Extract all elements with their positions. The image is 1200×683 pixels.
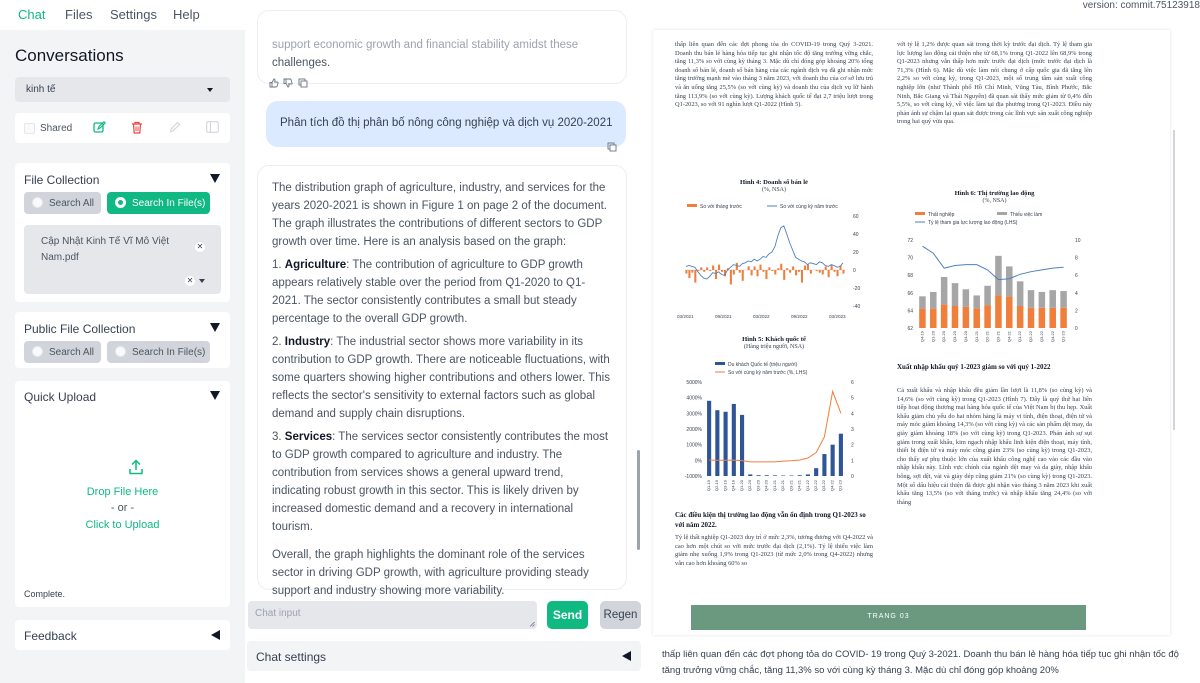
- x-tick-label: Q1-23: [837, 480, 843, 492]
- bar-underemployment: [1028, 290, 1035, 308]
- y-tick-label: -40: [853, 304, 861, 310]
- y-tick-label: 4000%: [686, 395, 702, 402]
- legend-swatch: [715, 362, 725, 365]
- bar-unemployment: [1006, 296, 1013, 328]
- y2-tick-label: 3: [851, 427, 854, 433]
- x-tick-label: Q1-20: [930, 331, 936, 343]
- shared-label: Shared: [40, 123, 73, 134]
- x-tick-label: 09/2022: [791, 314, 808, 319]
- bar-unemployment: [919, 309, 926, 328]
- x-tick-label: Q4-22: [1049, 331, 1055, 343]
- bar: [828, 270, 830, 277]
- bar: [712, 266, 714, 271]
- tab-settings[interactable]: Settings: [110, 7, 157, 22]
- bar-underemployment: [941, 277, 948, 304]
- legend-swatch: [997, 212, 1007, 215]
- bar: [777, 268, 779, 270]
- quick-upload-title: Quick Upload: [24, 390, 97, 404]
- x-tick-label: Q2-20: [747, 480, 753, 492]
- x-tick-label: Q2-22: [813, 480, 818, 492]
- x-tick-label: Q1-21: [973, 331, 979, 343]
- collapse-triangle-icon[interactable]: [210, 174, 220, 183]
- bar: [810, 270, 812, 274]
- bar-underemployment: [984, 286, 991, 305]
- bar: [837, 270, 839, 276]
- bar: [703, 270, 705, 272]
- bar: [822, 454, 826, 476]
- bar: [718, 265, 720, 270]
- bar: [842, 270, 844, 274]
- answer-point-industry: [272, 333, 610, 423]
- radio-icon: [32, 197, 43, 208]
- x-tick-label: Q3-20: [755, 480, 761, 492]
- search-in-files-radio[interactable]: [107, 192, 210, 214]
- public-file-collection-panel: [15, 312, 230, 368]
- selected-file-chip: [29, 230, 213, 268]
- y-tick-label: 60: [853, 214, 859, 220]
- x-tick-label: Q1-19: [705, 480, 711, 492]
- legend-label: So với cùng kỳ năm trước (%, LHS): [728, 370, 808, 376]
- bar: [789, 270, 791, 273]
- x-tick-label: Q2-19: [714, 480, 720, 492]
- thumbs-up-icon[interactable]: [269, 78, 279, 88]
- bar: [756, 475, 760, 476]
- y2-tick-label: 8: [1075, 255, 1078, 262]
- y-tick-label: 62: [907, 326, 913, 332]
- series-line: [709, 391, 841, 462]
- public-search-in-files-label: Search In File(s): [132, 347, 206, 358]
- bar: [730, 270, 732, 284]
- answer-intro: The distribution graph of agriculture, industry, and services for the years 2020-2021 is shown in Figure 1 on page 2 of the document. The graph illustrates the contributions of different sectors to GDP growth over time. Here is an analysis based on the graph:: [272, 182, 607, 248]
- bar-underemployment: [919, 296, 926, 308]
- expand-triangle-icon[interactable]: [211, 630, 220, 640]
- radio-icon: [115, 346, 126, 357]
- bar: [798, 270, 800, 272]
- point-title: Agriculture: [284, 259, 347, 271]
- new-conversation-icon[interactable]: [93, 121, 106, 134]
- previous-message-text: [272, 36, 610, 72]
- bar: [795, 270, 797, 275]
- x-tick-label: Q3-20: [952, 331, 958, 343]
- remove-file-icon[interactable]: ✕: [196, 242, 204, 251]
- user-message: [266, 101, 626, 147]
- x-tick-label: Q4-22: [829, 480, 835, 492]
- bar-unemployment: [1039, 308, 1046, 328]
- x-tick-label: Q4-19: [919, 331, 925, 343]
- regen-button[interactable]: Regen: [600, 601, 641, 629]
- y-tick-label: 0: [853, 268, 856, 274]
- bar: [819, 270, 821, 273]
- bar-underemployment: [973, 295, 980, 308]
- y-tick-label: 5000%: [686, 380, 702, 386]
- bar: [825, 266, 827, 270]
- fig6-chart: [897, 210, 1097, 350]
- bar: [736, 263, 738, 270]
- y2-tick-label: 4: [1075, 290, 1078, 297]
- chat-panel: [245, 30, 650, 683]
- shared-checkbox[interactable]: [24, 123, 35, 134]
- bar: [814, 468, 818, 476]
- bar: [691, 270, 693, 273]
- x-tick-label: Q1-22: [804, 480, 810, 492]
- bar: [786, 268, 788, 270]
- click-to-upload-label[interactable]: Click to Upload: [85, 519, 160, 531]
- bar-unemployment: [941, 304, 948, 328]
- bar: [762, 270, 764, 272]
- fig6-subtitle: (%, NSA): [982, 198, 1007, 204]
- bar-unemployment: [952, 306, 959, 328]
- bar: [709, 270, 711, 271]
- pdf-col2-top: với tỷ lệ 1,2% được quan sát trong thời kỳ trước đại dịch. Tỷ lệ tham gia lực lượng lao động cải thiện nhẹ từ 68,1% trong Q1-2022 lên 68,9% trong Q1-2023 nhưng vẫn thấp hơn mức trước đại dịch (mức trước đại dịch là 71,3% (Hình 6). Mặc dù việc làm nói chung ở cấp quốc gia đã tăng lên 2,2% so với cùng kỳ, trong Q1-2023, một số trung tâm sản xuất công nghiệp lớn (như Thành phố Hồ Chí Minh, Vũng Tàu, Bình Phước, Bắc Ninh, Bắc Giang và Thái Nguyên) đã quan sát thấy mức giảm từ 0,4% đến 5,5%, so với cùng kỳ, về việc làm tại địa phương trong Q1-2023. Điều này phản ánh sự chậm lại quan sát được trong các lĩnh vực sản xuất công nghiệp trong hai quý vừa qua.: [897, 41, 1092, 126]
- answer-point-agriculture: [272, 256, 610, 328]
- conversation-select[interactable]: [15, 77, 230, 102]
- y2-tick-label: 0: [1075, 326, 1078, 332]
- rename-pencil-icon[interactable]: [169, 121, 181, 133]
- public-file-collection-title: Public File Collection: [24, 322, 136, 336]
- feedback-panel[interactable]: [15, 620, 230, 650]
- bar: [759, 265, 761, 270]
- x-tick-label: Q3-21: [995, 331, 1001, 343]
- bar-underemployment: [930, 292, 937, 309]
- point-number: 3.: [272, 431, 282, 443]
- y-tick-label: 0%: [694, 458, 702, 465]
- bar: [694, 270, 696, 283]
- copy-icon[interactable]: [298, 78, 308, 88]
- bar-underemployment: [1017, 281, 1024, 306]
- bar: [706, 267, 708, 270]
- bar: [807, 265, 809, 270]
- x-tick-label: Q4-21: [1006, 331, 1012, 343]
- y-tick-label: 3000%: [686, 411, 702, 418]
- fig4-chart: [675, 202, 880, 322]
- conversation-toolbar: [15, 113, 230, 143]
- sidebar-toggle-icon[interactable]: [206, 121, 219, 133]
- bar: [816, 270, 818, 271]
- conversations-heading: Conversations: [15, 46, 124, 65]
- x-tick-label: Q4-19: [730, 480, 736, 492]
- bar-unemployment: [1049, 308, 1056, 328]
- bar-unemployment: [1060, 308, 1067, 328]
- x-tick-label: Q1-21: [771, 480, 777, 492]
- pdf-page-footer: [691, 605, 1086, 630]
- bar: [771, 270, 773, 271]
- y2-tick-label: 2: [851, 442, 854, 449]
- bar-unemployment: [1028, 308, 1035, 328]
- x-tick-label: Q1-23: [1060, 331, 1066, 343]
- y-tick-label: 2000%: [686, 427, 702, 433]
- x-tick-label: 03/2022: [753, 314, 770, 319]
- y2-tick-label: 4: [851, 411, 854, 418]
- assistant-message: [257, 165, 627, 597]
- assistant-message-text: [272, 179, 610, 605]
- y-tick-label: 1000%: [686, 442, 702, 449]
- legend-swatch: [687, 204, 697, 207]
- legend-label: Thất nghiệp: [928, 212, 955, 218]
- copy-icon[interactable]: [607, 142, 617, 152]
- bar: [715, 410, 719, 476]
- bar: [685, 270, 687, 274]
- pdf-heading-labor: Các điều kiện thị trường lao động vẫn ổn định trong Q1-2023 so với năm 2022.: [675, 511, 866, 529]
- conversation-select-value: kinh tế: [26, 84, 56, 95]
- radio-icon: [32, 346, 43, 357]
- y-tick-label: 72: [907, 238, 913, 244]
- file-selector[interactable]: [24, 225, 221, 294]
- y-tick-label: 66: [907, 290, 913, 297]
- bar: [839, 434, 843, 476]
- tab-files[interactable]: Files: [65, 7, 93, 22]
- y2-tick-label: 10: [1075, 238, 1081, 244]
- bar: [688, 270, 690, 278]
- chat-settings-panel[interactable]: [247, 641, 641, 671]
- point-title: Services: [284, 431, 333, 443]
- collapse-triangle-icon[interactable]: [210, 323, 220, 332]
- chat-input[interactable]: [248, 601, 537, 629]
- fig5-subtitle: (Hàng triệu người, NSA): [743, 344, 805, 350]
- clear-all-icon[interactable]: ✕: [186, 276, 194, 285]
- y2-tick-label: 6: [1075, 273, 1078, 280]
- y2-tick-label: 0: [851, 474, 854, 480]
- chat-scrollbar[interactable]: [637, 450, 640, 550]
- version-label: version: commit.75123918: [1082, 0, 1200, 11]
- answer-overall: Overall, the graph highlights the dominant role of the services sector in driving GDP growth, with agriculture providing steady support and industry showing more variability.: [272, 549, 589, 597]
- x-tick-label: Q1-20: [738, 480, 744, 492]
- bar: [792, 266, 794, 270]
- y-tick-label: 70: [907, 255, 913, 262]
- y2-tick-label: 1: [851, 458, 854, 465]
- y-tick-label: 68: [907, 273, 913, 280]
- upload-status: Complete.: [24, 589, 66, 599]
- trash-icon[interactable]: [131, 121, 143, 134]
- bar-underemployment: [995, 256, 1002, 296]
- fig5-chart: [675, 360, 880, 500]
- previous-line-2: challenges.: [272, 57, 331, 69]
- pdf-col1-top: thấp liên quan đến các đợt phong tỏa do COVID-19 trong Quý 3-2021. Doanh thu bán lẻ hàng hóa tiếp tục ghi nhận tốc độ tăng trưởng vững chắc, tăng 11,3% so với cùng kỳ tháng 3. Mặc dù chỉ đóng góp khoảng 20% tổng doanh số bán lẻ, doanh số bán hàng của các ngành dịch vụ đã ghi nhận mức tăng trưởng mạnh mẽ vào tháng 3 năm 2023, với doanh thu của cơ sở lưu trú và ăn uống tăng 25,5% (so với cùng kỳ) và doanh thu của dịch vụ lữ hành tăng 113,9% (so với cùng kỳ). Lượng khách quốc tế đạt 2,7 triệu lượt trong Q1-2023, so với 91 nghìn lượt Q1-2022 (Hình 5).: [675, 41, 873, 109]
- legend-label: So với cùng kỳ năm trước: [780, 204, 838, 210]
- bar: [822, 270, 824, 275]
- legend-label: Du khách Quốc tế (triệu người): [728, 362, 798, 368]
- x-tick-label: 09/2021: [715, 314, 732, 319]
- x-tick-label: Q4-20: [763, 480, 769, 492]
- x-tick-label: Q3-21: [788, 480, 794, 492]
- public-search-all-label: Search All: [49, 347, 95, 358]
- answer-point-services: [272, 428, 610, 536]
- resize-handle-icon[interactable]: [529, 621, 535, 627]
- x-tick-label: Q3-22: [1038, 331, 1044, 343]
- bar: [801, 270, 803, 283]
- bar-underemployment: [963, 289, 970, 307]
- x-tick-label: 03/2023: [829, 314, 846, 319]
- bar-underemployment: [952, 283, 959, 306]
- x-tick-label: Q3-19: [722, 480, 728, 492]
- y2-tick-label: 2: [1075, 308, 1078, 315]
- bar: [804, 266, 806, 271]
- bar-unemployment: [1017, 306, 1024, 328]
- upload-icon[interactable]: [129, 459, 143, 475]
- bar: [765, 270, 767, 279]
- fig6-title: Hình 6: Thị trường lao động: [954, 190, 1035, 197]
- y-tick-label: 64: [907, 308, 913, 315]
- bar: [742, 270, 744, 281]
- search-all-label: Search All: [49, 198, 95, 209]
- chevron-down-icon: [207, 88, 213, 92]
- public-search-all-radio[interactable]: [24, 341, 101, 363]
- fig4-subtitle: (%, NSA): [762, 187, 786, 193]
- bar: [774, 270, 776, 275]
- bar-unemployment: [963, 307, 970, 328]
- y2-tick-label: 6: [851, 380, 854, 386]
- y-tick-label: 20: [853, 250, 859, 256]
- chat-input-placeholder: Chat input: [255, 608, 301, 619]
- point-text: : The contribution of agriculture to GDP growth appears relatively stable over the period from Q1-2020 to Q1-2021. The sector consistently contributes a small but steady percentage to the overall GDP growth.: [272, 259, 586, 325]
- thumbs-down-icon[interactable]: [283, 78, 293, 88]
- x-tick-label: Q2-20: [941, 331, 947, 343]
- bar: [831, 445, 835, 476]
- search-all-radio[interactable]: [24, 192, 101, 214]
- pdf-page-number: TRANG 03: [867, 613, 910, 620]
- x-tick-label: Q4-21: [796, 480, 802, 492]
- radio-selected-icon: [115, 197, 126, 208]
- bar: [765, 475, 769, 476]
- y-tick-label: -1000%: [684, 474, 702, 480]
- bar: [740, 415, 744, 476]
- fig5-title: Hình 5: Khách quốc tế: [742, 336, 806, 343]
- pdf-col2-bottom: Cả xuất khẩu và nhập khẩu đều giảm lần lượt là 11,8% (so cùng kỳ) và 14,6% (so với cùng kỳ) trong Q1-2023 (Hình 7). Đây là quý thứ hai liên tiếp hoạt động thương mại hàng hóa quốc tế của Việt Nam bị thu hẹp. Xuất khẩu giảm chủ yếu do hai nhóm hàng là máy vi tính, điện thoại, điện tử và máy móc giảm khoảng 14,3% (so với cùng kỳ) và các sản phẩm dệt may, da giày giảm khoảng 18% (so với cùng kỳ) trong Q1-2023. Phản ánh sự sụt giảm trong xuất khẩu, kim ngạch nhập khẩu linh kiện điện thoại, máy tính, thiết bị điện tử và máy móc cũng giảm 23% (so cùng kỳ) trong Q1-2023, cho thấy sự phụ thuộc lớn của xuất khẩu công nghệ cao vào các đầu vào nhập khẩu này. Lĩnh vực chính của ngành dệt may và da giày, nhập khẩu bông, sợi dệt, vải và giày dép cũng giảm 21% (so cùng kỳ) trong Q1-2023. Một số dấu hiệu cải thiện đã được ghi nhận vào tháng 3 năm 2023 khi xuất khẩu tăng 13,5% (so với tháng trước) và nhập khẩu tăng 24,4% (so với tháng: [897, 387, 1092, 506]
- bar: [739, 270, 741, 273]
- bar-underemployment: [1049, 290, 1056, 308]
- bar-underemployment: [1060, 291, 1067, 308]
- bar: [751, 270, 753, 275]
- point-number: 1.: [272, 259, 282, 271]
- bar: [715, 270, 717, 279]
- bar: [754, 266, 756, 270]
- bar: [780, 264, 782, 270]
- bar: [721, 270, 723, 272]
- chat-settings-title: Chat settings: [256, 650, 327, 664]
- pdf-scrollbar[interactable]: [1173, 130, 1175, 430]
- pdf-col1-bottom: Tỷ lệ thất nghiệp Q1-2023 duy trì ở mức 2,3%, tương đương với Q4-2022 và cao hơn một chút so với mức trước đại dịch (2,1%). Tỷ lệ thiếu việc làm giảm nhẹ xuống 1,9% trong Q1-2023 (từ mức 2,0% trong Q4-2022) nhưng vẫn cao hơn khoảng 60% so: [675, 534, 873, 567]
- sidebar: [0, 30, 245, 683]
- point-number: 2.: [272, 336, 282, 348]
- tab-chat[interactable]: Chat: [18, 7, 46, 22]
- pdf-heading-export: Xuất nhập khẩu quý 1-2023 giảm so với quý 1-2022: [897, 363, 1051, 371]
- x-tick-label: Q1-22: [1017, 331, 1023, 343]
- file-collection-title: File Collection: [24, 173, 100, 187]
- bar: [700, 267, 702, 270]
- upload-or-label: - or -: [110, 502, 135, 514]
- y-tick-label: -20: [853, 286, 861, 292]
- feedback-title: Feedback: [24, 629, 77, 643]
- bar: [798, 475, 802, 476]
- bar: [748, 266, 750, 270]
- expand-triangle-icon[interactable]: [622, 651, 631, 661]
- bar: [768, 267, 770, 270]
- chevron-down-icon[interactable]: [199, 279, 205, 283]
- selected-file-name: Cập Nhật Kinh Tế Vĩ Mô Việt Nam.pdf: [41, 236, 170, 263]
- bar: [748, 474, 752, 476]
- bar-underemployment: [1039, 292, 1046, 308]
- y2-tick-label: 5: [851, 395, 854, 402]
- quick-upload-panel: [15, 381, 230, 607]
- x-tick-label: Q2-21: [780, 480, 786, 492]
- point-text: : The services sector consistently contributes the most to GDP growth compared to agriculture and industry. The contribution from services shows a general upward trend, indicating robust growth in this sector. This is likely driven by increased domestic demand and a recovery in international tourism.: [272, 431, 609, 533]
- x-tick-label: Q2-22: [1028, 331, 1034, 343]
- send-button[interactable]: Send: [547, 601, 588, 629]
- bar: [757, 270, 759, 276]
- bar: [707, 401, 711, 476]
- bar: [783, 270, 785, 280]
- previous-assistant-message: [257, 10, 627, 84]
- y-tick-label: 40: [853, 232, 859, 238]
- bar: [733, 270, 735, 275]
- point-text: : The industrial sector shows more variability in its contribution to GDP growth. There are noticeable fluctuations, with some quarters showing higher contributions and others lower. This reflects the sector's sensitivity to external factors such as global demand and supply chain disruptions.: [272, 336, 610, 420]
- legend-swatch: [915, 212, 925, 215]
- bar-underemployment: [1006, 266, 1013, 296]
- bar: [724, 412, 728, 476]
- search-in-files-label: Search In File(s): [132, 198, 206, 209]
- pdf-page: [653, 30, 1170, 635]
- bar-unemployment: [973, 309, 980, 328]
- bar-unemployment: [995, 295, 1002, 328]
- fig4-title: Hình 4: Doanh số bán lẻ: [740, 179, 808, 186]
- bar-unemployment: [930, 309, 937, 328]
- legend-label: Thiếu việc làm: [1010, 212, 1043, 218]
- pdf-viewer: [650, 30, 1200, 683]
- point-title: Industry: [284, 336, 331, 348]
- x-tick-label: 03/2021: [677, 314, 694, 319]
- legend-label: So với tháng trước: [700, 204, 742, 210]
- previous-line-1: support economic growth and financial stability amidst these: [272, 39, 579, 51]
- user-message-text: Phân tích đồ thị phân bố nông công nghiệp và dịch vụ 2020-2021: [280, 117, 613, 129]
- legend-label: Tỷ lệ tham gia lực lượng lao động (LHS): [928, 220, 1018, 226]
- public-search-in-files-radio[interactable]: [107, 341, 210, 363]
- drop-file-label[interactable]: Drop File Here: [86, 486, 159, 498]
- file-collection-panel: [15, 163, 230, 302]
- bar: [806, 474, 810, 476]
- bar: [834, 270, 836, 272]
- series-line: [922, 246, 1063, 279]
- pdf-extracted-text: thấp liên quan đến các đợt phong tỏa do COVID- 19 trong Quý 3-2021. Doanh thu bán lẻ hàng hóa tiếp tục ghi nhận tốc độ tăng trưởng vững chắc, tăng 11,3% so với cùng kỳ tháng 3. Mặc dù chỉ đóng góp khoảng 20%: [662, 649, 1179, 676]
- tab-help[interactable]: Help: [173, 7, 200, 22]
- bar: [773, 475, 777, 476]
- bar-unemployment: [984, 305, 991, 328]
- collapse-triangle-icon[interactable]: [210, 391, 220, 400]
- x-tick-label: Q3-22: [821, 480, 827, 492]
- x-tick-label: Q4-20: [962, 331, 968, 343]
- x-tick-label: Q2-21: [984, 331, 990, 343]
- bar: [732, 404, 736, 476]
